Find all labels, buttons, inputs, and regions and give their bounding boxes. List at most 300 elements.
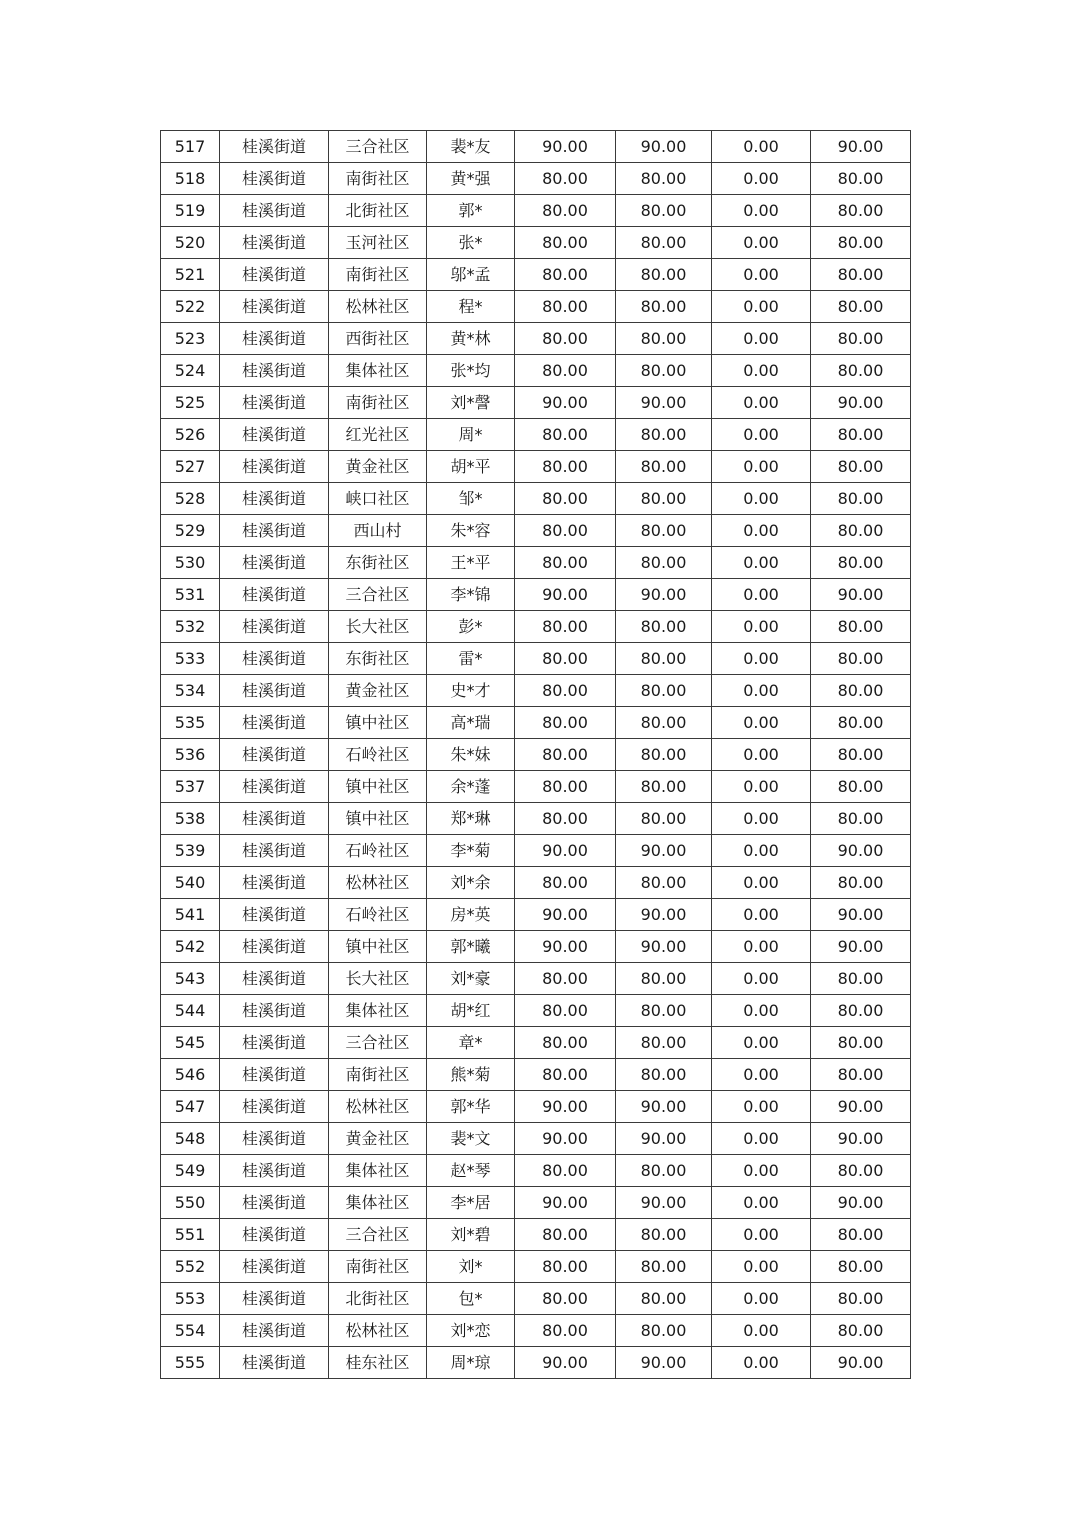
name-cell: 李*居 xyxy=(427,1187,515,1219)
street-cell: 桂溪街道 xyxy=(220,387,329,419)
community-cell: 北街社区 xyxy=(329,195,427,227)
name-cell: 赵*琴 xyxy=(427,1155,515,1187)
name-cell: 邹* xyxy=(427,483,515,515)
street-cell: 桂溪街道 xyxy=(220,1091,329,1123)
amount-3-cell: 0.00 xyxy=(712,419,811,451)
street-cell: 桂溪街道 xyxy=(220,163,329,195)
amount-4-cell: 80.00 xyxy=(811,355,911,387)
amount-3-cell: 0.00 xyxy=(712,867,811,899)
table-row xyxy=(161,803,911,835)
amount-3-cell: 0.00 xyxy=(712,771,811,803)
name-cell: 高*瑞 xyxy=(427,707,515,739)
row-number-cell: 527 xyxy=(161,451,220,483)
name-cell: 周*琼 xyxy=(427,1347,515,1379)
amount-3-cell: 0.00 xyxy=(712,131,811,163)
amount-4-cell: 80.00 xyxy=(811,1219,911,1251)
amount-4-cell: 80.00 xyxy=(811,259,911,291)
table-row xyxy=(161,227,911,259)
row-number-cell: 519 xyxy=(161,195,220,227)
community-cell: 松林社区 xyxy=(329,1315,427,1347)
amount-1-cell: 80.00 xyxy=(515,707,616,739)
amount-1-cell: 80.00 xyxy=(515,1219,616,1251)
table-row xyxy=(161,995,911,1027)
name-cell: 郑*琳 xyxy=(427,803,515,835)
amount-1-cell: 80.00 xyxy=(515,1155,616,1187)
community-cell: 黄金社区 xyxy=(329,675,427,707)
row-number-cell: 537 xyxy=(161,771,220,803)
community-cell: 北街社区 xyxy=(329,1283,427,1315)
row-number-cell: 539 xyxy=(161,835,220,867)
amount-3-cell: 0.00 xyxy=(712,995,811,1027)
amount-2-cell: 90.00 xyxy=(616,1123,712,1155)
name-cell: 刘* xyxy=(427,1251,515,1283)
table-row xyxy=(161,1251,911,1283)
name-cell: 包* xyxy=(427,1283,515,1315)
table-row xyxy=(161,1027,911,1059)
amount-3-cell: 0.00 xyxy=(712,1091,811,1123)
row-number-cell: 543 xyxy=(161,963,220,995)
roster-table xyxy=(160,130,911,1379)
amount-1-cell: 90.00 xyxy=(515,131,616,163)
amount-2-cell: 80.00 xyxy=(616,259,712,291)
name-cell: 郭*华 xyxy=(427,1091,515,1123)
table-row xyxy=(161,195,911,227)
amount-1-cell: 90.00 xyxy=(515,579,616,611)
amount-3-cell: 0.00 xyxy=(712,739,811,771)
amount-3-cell: 0.00 xyxy=(712,1251,811,1283)
amount-1-cell: 80.00 xyxy=(515,547,616,579)
amount-1-cell: 80.00 xyxy=(515,739,616,771)
amount-3-cell: 0.00 xyxy=(712,1315,811,1347)
row-number-cell: 536 xyxy=(161,739,220,771)
community-cell: 长大社区 xyxy=(329,963,427,995)
row-number-cell: 553 xyxy=(161,1283,220,1315)
amount-1-cell: 80.00 xyxy=(515,291,616,323)
amount-2-cell: 80.00 xyxy=(616,419,712,451)
table-row xyxy=(161,1187,911,1219)
community-cell: 集体社区 xyxy=(329,1187,427,1219)
amount-4-cell: 90.00 xyxy=(811,579,911,611)
street-cell: 桂溪街道 xyxy=(220,1283,329,1315)
amount-1-cell: 80.00 xyxy=(515,323,616,355)
amount-4-cell: 90.00 xyxy=(811,131,911,163)
amount-2-cell: 90.00 xyxy=(616,931,712,963)
table-row xyxy=(161,163,911,195)
community-cell: 玉河社区 xyxy=(329,227,427,259)
community-cell: 镇中社区 xyxy=(329,931,427,963)
row-number-cell: 541 xyxy=(161,899,220,931)
community-cell: 黄金社区 xyxy=(329,1123,427,1155)
amount-3-cell: 0.00 xyxy=(712,291,811,323)
amount-4-cell: 90.00 xyxy=(811,387,911,419)
amount-3-cell: 0.00 xyxy=(712,1155,811,1187)
row-number-cell: 534 xyxy=(161,675,220,707)
name-cell: 史*才 xyxy=(427,675,515,707)
community-cell: 西山村 xyxy=(329,515,427,547)
community-cell: 集体社区 xyxy=(329,1155,427,1187)
street-cell: 桂溪街道 xyxy=(220,1059,329,1091)
table-row xyxy=(161,1059,911,1091)
table-row xyxy=(161,483,911,515)
street-cell: 桂溪街道 xyxy=(220,707,329,739)
name-cell: 张* xyxy=(427,227,515,259)
table-row xyxy=(161,579,911,611)
amount-2-cell: 80.00 xyxy=(616,483,712,515)
amount-2-cell: 80.00 xyxy=(616,515,712,547)
name-cell: 雷* xyxy=(427,643,515,675)
name-cell: 李*菊 xyxy=(427,835,515,867)
amount-1-cell: 80.00 xyxy=(515,227,616,259)
amount-1-cell: 80.00 xyxy=(515,1251,616,1283)
amount-3-cell: 0.00 xyxy=(712,1123,811,1155)
amount-1-cell: 80.00 xyxy=(515,675,616,707)
row-number-cell: 547 xyxy=(161,1091,220,1123)
amount-2-cell: 90.00 xyxy=(616,835,712,867)
row-number-cell: 517 xyxy=(161,131,220,163)
amount-1-cell: 80.00 xyxy=(515,1059,616,1091)
amount-1-cell: 80.00 xyxy=(515,1315,616,1347)
amount-1-cell: 90.00 xyxy=(515,931,616,963)
street-cell: 桂溪街道 xyxy=(220,1027,329,1059)
table-row xyxy=(161,643,911,675)
name-cell: 李*锦 xyxy=(427,579,515,611)
amount-1-cell: 80.00 xyxy=(515,771,616,803)
amount-1-cell: 90.00 xyxy=(515,1123,616,1155)
name-cell: 黄*林 xyxy=(427,323,515,355)
amount-2-cell: 80.00 xyxy=(616,963,712,995)
table-row xyxy=(161,1091,911,1123)
table-row xyxy=(161,419,911,451)
name-cell: 张*均 xyxy=(427,355,515,387)
community-cell: 桂东社区 xyxy=(329,1347,427,1379)
name-cell: 郭*曦 xyxy=(427,931,515,963)
amount-2-cell: 80.00 xyxy=(616,1059,712,1091)
amount-2-cell: 90.00 xyxy=(616,1091,712,1123)
table-row xyxy=(161,1347,911,1379)
row-number-cell: 523 xyxy=(161,323,220,355)
community-cell: 南街社区 xyxy=(329,163,427,195)
amount-3-cell: 0.00 xyxy=(712,899,811,931)
amount-4-cell: 80.00 xyxy=(811,1315,911,1347)
row-number-cell: 533 xyxy=(161,643,220,675)
amount-4-cell: 80.00 xyxy=(811,771,911,803)
amount-2-cell: 80.00 xyxy=(616,995,712,1027)
table-row xyxy=(161,547,911,579)
name-cell: 房*英 xyxy=(427,899,515,931)
name-cell: 胡*平 xyxy=(427,451,515,483)
amount-2-cell: 80.00 xyxy=(616,1251,712,1283)
street-cell: 桂溪街道 xyxy=(220,643,329,675)
table-row xyxy=(161,931,911,963)
amount-1-cell: 80.00 xyxy=(515,419,616,451)
amount-4-cell: 80.00 xyxy=(811,739,911,771)
amount-2-cell: 80.00 xyxy=(616,771,712,803)
street-cell: 桂溪街道 xyxy=(220,1123,329,1155)
community-cell: 松林社区 xyxy=(329,1091,427,1123)
name-cell: 朱*容 xyxy=(427,515,515,547)
amount-4-cell: 90.00 xyxy=(811,1187,911,1219)
amount-2-cell: 80.00 xyxy=(616,1283,712,1315)
name-cell: 裴*友 xyxy=(427,131,515,163)
amount-4-cell: 80.00 xyxy=(811,547,911,579)
row-number-cell: 520 xyxy=(161,227,220,259)
amount-2-cell: 80.00 xyxy=(616,1315,712,1347)
amount-4-cell: 80.00 xyxy=(811,1059,911,1091)
name-cell: 熊*菊 xyxy=(427,1059,515,1091)
community-cell: 南街社区 xyxy=(329,387,427,419)
street-cell: 桂溪街道 xyxy=(220,963,329,995)
row-number-cell: 538 xyxy=(161,803,220,835)
table-row xyxy=(161,323,911,355)
street-cell: 桂溪街道 xyxy=(220,835,329,867)
amount-4-cell: 80.00 xyxy=(811,995,911,1027)
name-cell: 裴*文 xyxy=(427,1123,515,1155)
street-cell: 桂溪街道 xyxy=(220,899,329,931)
amount-4-cell: 80.00 xyxy=(811,707,911,739)
amount-1-cell: 80.00 xyxy=(515,259,616,291)
community-cell: 南街社区 xyxy=(329,1251,427,1283)
amount-4-cell: 80.00 xyxy=(811,195,911,227)
street-cell: 桂溪街道 xyxy=(220,611,329,643)
community-cell: 松林社区 xyxy=(329,291,427,323)
name-cell: 刘*豪 xyxy=(427,963,515,995)
row-number-cell: 529 xyxy=(161,515,220,547)
amount-3-cell: 0.00 xyxy=(712,707,811,739)
amount-3-cell: 0.00 xyxy=(712,1027,811,1059)
amount-1-cell: 80.00 xyxy=(515,1283,616,1315)
table-row xyxy=(161,355,911,387)
community-cell: 三合社区 xyxy=(329,1219,427,1251)
amount-2-cell: 80.00 xyxy=(616,1219,712,1251)
amount-4-cell: 80.00 xyxy=(811,1283,911,1315)
community-cell: 镇中社区 xyxy=(329,771,427,803)
amount-1-cell: 80.00 xyxy=(515,515,616,547)
community-cell: 石岭社区 xyxy=(329,835,427,867)
amount-4-cell: 80.00 xyxy=(811,963,911,995)
amount-2-cell: 90.00 xyxy=(616,131,712,163)
amount-3-cell: 0.00 xyxy=(712,1219,811,1251)
amount-1-cell: 80.00 xyxy=(515,995,616,1027)
amount-2-cell: 80.00 xyxy=(616,547,712,579)
community-cell: 石岭社区 xyxy=(329,739,427,771)
amount-3-cell: 0.00 xyxy=(712,611,811,643)
amount-1-cell: 80.00 xyxy=(515,803,616,835)
amount-4-cell: 90.00 xyxy=(811,931,911,963)
amount-2-cell: 80.00 xyxy=(616,803,712,835)
street-cell: 桂溪街道 xyxy=(220,771,329,803)
community-cell: 镇中社区 xyxy=(329,803,427,835)
amount-4-cell: 80.00 xyxy=(811,1155,911,1187)
row-number-cell: 535 xyxy=(161,707,220,739)
table-row xyxy=(161,675,911,707)
street-cell: 桂溪街道 xyxy=(220,1347,329,1379)
street-cell: 桂溪街道 xyxy=(220,195,329,227)
row-number-cell: 552 xyxy=(161,1251,220,1283)
amount-1-cell: 80.00 xyxy=(515,1027,616,1059)
amount-4-cell: 80.00 xyxy=(811,867,911,899)
name-cell: 程* xyxy=(427,291,515,323)
name-cell: 黄*强 xyxy=(427,163,515,195)
amount-2-cell: 80.00 xyxy=(616,291,712,323)
community-cell: 三合社区 xyxy=(329,131,427,163)
amount-2-cell: 80.00 xyxy=(616,675,712,707)
amount-1-cell: 90.00 xyxy=(515,387,616,419)
community-cell: 镇中社区 xyxy=(329,707,427,739)
amount-4-cell: 90.00 xyxy=(811,899,911,931)
amount-4-cell: 90.00 xyxy=(811,835,911,867)
row-number-cell: 525 xyxy=(161,387,220,419)
amount-3-cell: 0.00 xyxy=(712,963,811,995)
row-number-cell: 526 xyxy=(161,419,220,451)
amount-3-cell: 0.00 xyxy=(712,579,811,611)
amount-2-cell: 80.00 xyxy=(616,867,712,899)
amount-3-cell: 0.00 xyxy=(712,515,811,547)
amount-1-cell: 80.00 xyxy=(515,195,616,227)
amount-1-cell: 80.00 xyxy=(515,483,616,515)
row-number-cell: 522 xyxy=(161,291,220,323)
street-cell: 桂溪街道 xyxy=(220,451,329,483)
row-number-cell: 550 xyxy=(161,1187,220,1219)
row-number-cell: 555 xyxy=(161,1347,220,1379)
name-cell: 周* xyxy=(427,419,515,451)
amount-3-cell: 0.00 xyxy=(712,195,811,227)
amount-2-cell: 90.00 xyxy=(616,1187,712,1219)
amount-4-cell: 80.00 xyxy=(811,515,911,547)
row-number-cell: 540 xyxy=(161,867,220,899)
table-row xyxy=(161,515,911,547)
amount-4-cell: 80.00 xyxy=(811,483,911,515)
street-cell: 桂溪街道 xyxy=(220,803,329,835)
amount-3-cell: 0.00 xyxy=(712,1059,811,1091)
amount-3-cell: 0.00 xyxy=(712,163,811,195)
amount-3-cell: 0.00 xyxy=(712,227,811,259)
street-cell: 桂溪街道 xyxy=(220,1315,329,1347)
street-cell: 桂溪街道 xyxy=(220,323,329,355)
amount-4-cell: 80.00 xyxy=(811,611,911,643)
street-cell: 桂溪街道 xyxy=(220,131,329,163)
amount-1-cell: 80.00 xyxy=(515,451,616,483)
street-cell: 桂溪街道 xyxy=(220,1187,329,1219)
table-row xyxy=(161,963,911,995)
row-number-cell: 532 xyxy=(161,611,220,643)
street-cell: 桂溪街道 xyxy=(220,579,329,611)
table-row xyxy=(161,707,911,739)
street-cell: 桂溪街道 xyxy=(220,227,329,259)
amount-4-cell: 80.00 xyxy=(811,451,911,483)
table-row xyxy=(161,1283,911,1315)
amount-3-cell: 0.00 xyxy=(712,355,811,387)
table-row xyxy=(161,739,911,771)
amount-3-cell: 0.00 xyxy=(712,451,811,483)
amount-2-cell: 80.00 xyxy=(616,1155,712,1187)
amount-1-cell: 80.00 xyxy=(515,163,616,195)
row-number-cell: 528 xyxy=(161,483,220,515)
amount-1-cell: 80.00 xyxy=(515,963,616,995)
table-row xyxy=(161,131,911,163)
amount-2-cell: 80.00 xyxy=(616,323,712,355)
amount-3-cell: 0.00 xyxy=(712,931,811,963)
table-row xyxy=(161,387,911,419)
amount-4-cell: 80.00 xyxy=(811,291,911,323)
amount-3-cell: 0.00 xyxy=(712,643,811,675)
amount-3-cell: 0.00 xyxy=(712,483,811,515)
amount-2-cell: 90.00 xyxy=(616,1347,712,1379)
table-row xyxy=(161,1219,911,1251)
amount-3-cell: 0.00 xyxy=(712,387,811,419)
amount-2-cell: 80.00 xyxy=(616,1027,712,1059)
street-cell: 桂溪街道 xyxy=(220,995,329,1027)
amount-1-cell: 90.00 xyxy=(515,1091,616,1123)
name-cell: 刘*謦 xyxy=(427,387,515,419)
street-cell: 桂溪街道 xyxy=(220,867,329,899)
amount-4-cell: 80.00 xyxy=(811,1027,911,1059)
amount-1-cell: 80.00 xyxy=(515,867,616,899)
amount-4-cell: 80.00 xyxy=(811,419,911,451)
street-cell: 桂溪街道 xyxy=(220,419,329,451)
amount-3-cell: 0.00 xyxy=(712,1347,811,1379)
amount-3-cell: 0.00 xyxy=(712,803,811,835)
name-cell: 王*平 xyxy=(427,547,515,579)
row-number-cell: 545 xyxy=(161,1027,220,1059)
amount-2-cell: 90.00 xyxy=(616,579,712,611)
street-cell: 桂溪街道 xyxy=(220,931,329,963)
amount-1-cell: 80.00 xyxy=(515,643,616,675)
amount-3-cell: 0.00 xyxy=(712,1283,811,1315)
street-cell: 桂溪街道 xyxy=(220,515,329,547)
amount-4-cell: 80.00 xyxy=(811,227,911,259)
name-cell: 章* xyxy=(427,1027,515,1059)
community-cell: 东街社区 xyxy=(329,547,427,579)
row-number-cell: 524 xyxy=(161,355,220,387)
community-cell: 峡口社区 xyxy=(329,483,427,515)
street-cell: 桂溪街道 xyxy=(220,547,329,579)
street-cell: 桂溪街道 xyxy=(220,483,329,515)
amount-2-cell: 80.00 xyxy=(616,227,712,259)
street-cell: 桂溪街道 xyxy=(220,1251,329,1283)
amount-2-cell: 90.00 xyxy=(616,387,712,419)
name-cell: 余*蓬 xyxy=(427,771,515,803)
community-cell: 西街社区 xyxy=(329,323,427,355)
table-row xyxy=(161,771,911,803)
amount-2-cell: 80.00 xyxy=(616,739,712,771)
table-row xyxy=(161,259,911,291)
community-cell: 红光社区 xyxy=(329,419,427,451)
row-number-cell: 521 xyxy=(161,259,220,291)
community-cell: 三合社区 xyxy=(329,579,427,611)
amount-1-cell: 90.00 xyxy=(515,1187,616,1219)
amount-4-cell: 80.00 xyxy=(811,163,911,195)
amount-1-cell: 90.00 xyxy=(515,835,616,867)
community-cell: 三合社区 xyxy=(329,1027,427,1059)
street-cell: 桂溪街道 xyxy=(220,1219,329,1251)
street-cell: 桂溪街道 xyxy=(220,291,329,323)
amount-4-cell: 80.00 xyxy=(811,803,911,835)
street-cell: 桂溪街道 xyxy=(220,355,329,387)
amount-2-cell: 80.00 xyxy=(616,451,712,483)
street-cell: 桂溪街道 xyxy=(220,739,329,771)
row-number-cell: 531 xyxy=(161,579,220,611)
row-number-cell: 530 xyxy=(161,547,220,579)
amount-1-cell: 90.00 xyxy=(515,899,616,931)
community-cell: 南街社区 xyxy=(329,259,427,291)
amount-3-cell: 0.00 xyxy=(712,547,811,579)
name-cell: 刘*恋 xyxy=(427,1315,515,1347)
amount-3-cell: 0.00 xyxy=(712,1187,811,1219)
row-number-cell: 554 xyxy=(161,1315,220,1347)
amount-2-cell: 80.00 xyxy=(616,163,712,195)
table-row xyxy=(161,899,911,931)
name-cell: 刘*碧 xyxy=(427,1219,515,1251)
